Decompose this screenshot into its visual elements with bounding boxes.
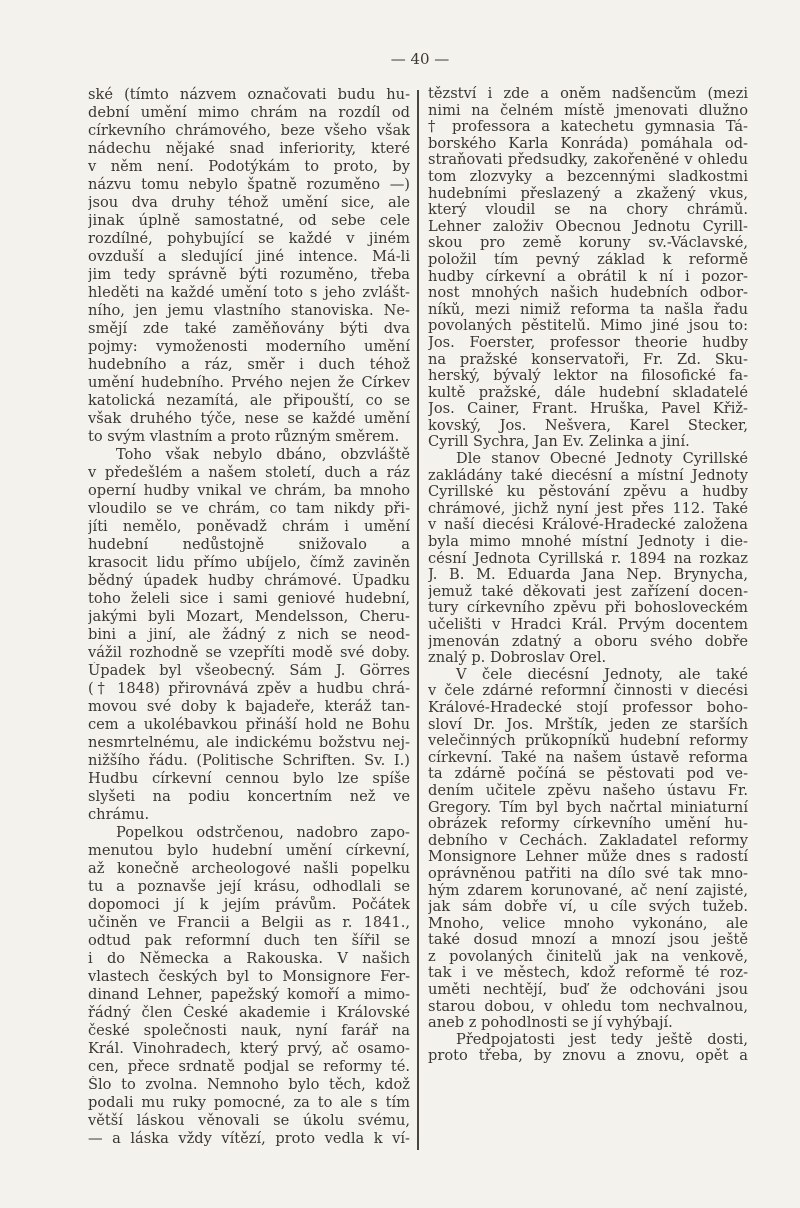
text-line: movou své doby k bajadeře, kteráž tan-: [88, 698, 410, 715]
text-line: sloví Dr. Jos. Mrštík, jeden ze starších: [428, 716, 748, 733]
text-line: uměti nechtějí, buď že odchováni jsou: [428, 982, 748, 999]
text-line: († 1848) přirovnává zpěv a hudbu chrá-: [88, 680, 410, 697]
text-line: nost mnohých našich hudebních odbor-: [428, 285, 748, 302]
text-line: krasocit lidu přímo ubíjelo, čímž zaviněn: [88, 554, 410, 571]
paragraph: [428, 451, 748, 667]
text-line: smějí zde také zaměňovány býti dva: [88, 320, 410, 337]
text-line: hudby církevní a obrátil k ní i pozor-: [428, 268, 748, 285]
text-line: církevní. Také na našem ústavě reforma: [428, 749, 748, 766]
text-line: jakými byli Mozart, Mendelsson, Cheru-: [88, 608, 410, 625]
page-number: — 40 —: [390, 50, 450, 68]
paragraph: [88, 86, 410, 446]
text-line: Předpojatosti jest tedy ještě dosti,: [456, 1031, 748, 1048]
text-line: hudebního a ráz, směr i duch téhož: [88, 356, 410, 373]
text-line: umění hudebního. Prvého nejen že Církev: [88, 374, 410, 391]
text-line: debního v Čechách. Zakladatel reformy: [428, 832, 748, 849]
text-line: Cyrillské ku pěstování zpěvu a hudby: [428, 484, 748, 501]
text-line: až konečně archeologové našli popelku: [88, 860, 410, 877]
paragraph: [88, 446, 410, 824]
text-line: z povolaných činitelů jak na venkově,: [428, 948, 748, 965]
text-line: jíti nemělo, poněvadž chrám i umění: [88, 518, 410, 535]
text-line: podali mu ruky pomocné, za to ale s tím: [88, 1094, 410, 1111]
text-line: i do Německa a Rakouska. V našich: [88, 950, 410, 967]
text-line: obrázek reformy církevního umění hu-: [428, 816, 748, 833]
paragraph: [428, 1032, 748, 1065]
text-line: slyšeti na podiu koncertním než ve: [88, 788, 410, 805]
text-line: tu a poznavše její krásu, odhodlali se: [88, 878, 410, 895]
left-column: [88, 86, 410, 1148]
text-line: straňovati předsudky, zakořeněné v ohledu: [428, 152, 748, 169]
text-line: církevního chrámového, beze všeho však: [88, 122, 410, 139]
text-line: názvu tomu nebylo špatně rozuměno —): [88, 176, 410, 193]
text-line: V čele diecésní Jednoty, ale také: [456, 666, 748, 683]
text-line: nižšího řádu. (Politische Schriften. Sv. I.): [88, 752, 410, 769]
text-line: rozdílné, pohybující se každé v jiném: [88, 230, 410, 247]
text-line: ta zdárně počíná se pěstovati pod ve-: [428, 766, 748, 783]
right-column: [428, 86, 748, 1065]
text-line: dením učitele zpěvu našeho ústavu Fr.: [428, 782, 748, 799]
text-line: řádný člen České akademie i Královské: [88, 1004, 410, 1021]
text-line: tury církevního zpěvu při bohosloveckém: [428, 600, 748, 617]
text-line: dinand Lehner, papežský komoří a mimo-: [88, 986, 410, 1003]
text-line: učelišti v Hradci Král. Prvým docentem: [428, 617, 748, 633]
text-line: katolická nezamítá, ale připouští, co se: [88, 392, 410, 409]
text-line: skou pro země koruny sv.-Václavské,: [428, 235, 748, 252]
text-line: jsou dva druhy téhož umění sice, ale: [88, 194, 410, 211]
text-line: vlastech českých byl to Monsignore Fer-: [88, 968, 410, 985]
text-line: bini a jiní, ale žádný z nich se neod-: [88, 626, 410, 643]
text-line: nimi na čelném místě jmenovati dlužno: [428, 102, 748, 119]
text-line: Jos. Foerster, professor theorie hudby: [428, 334, 748, 351]
text-line: jim tedy správně býti rozuměno, třeba: [88, 266, 410, 283]
text-line: cem a ukolébavkou přináší hold ne Bohu: [88, 716, 410, 733]
text-line: však druhého týče, nese se každé umění: [88, 410, 410, 427]
text-line: nesmrtelnému, ale indickému božstvu nej-: [88, 734, 410, 751]
text-line: Král. Vinohradech, který prvý, ač osamo-: [88, 1040, 410, 1057]
text-line: níků, mezi nimiž reforma ta našla řadu: [428, 301, 748, 318]
text-line: starou dobou, v ohledu tom nechvalnou,: [428, 998, 748, 1015]
text-line: nádechu nějaké snad inferiority, které: [88, 140, 410, 157]
text-line: bědný úpadek hudby chrámové. Úpadku: [88, 572, 410, 589]
text-line: aneb z pohodlnosti se jí vyhýbají.: [428, 1015, 673, 1032]
text-line: Hudbu církevní cennou bylo lze spíše: [88, 770, 410, 787]
text-line: české společnosti nauk, nyní farář na: [88, 1022, 410, 1039]
text-line: jmenován zdatný a oboru svého dobře: [428, 633, 748, 650]
text-line: césní Jednota Cyrillská r. 1894 na rozkaz: [428, 550, 748, 567]
text-line: byla mimo mnohé místní Jednoty i die-: [428, 534, 748, 551]
text-line: Mnoho, velice mnoho vykonáno, ale: [428, 915, 748, 932]
text-line: — a láska vždy vítězí, proto vedla k ví-: [88, 1130, 410, 1147]
text-line: Jos. Cainer, Frant. Hruška, Pavel Křiž-: [428, 401, 748, 418]
text-line: Gregory. Tím byl bych načrtal miniaturní: [428, 799, 748, 816]
text-line: v čele zdárné reformní činnosti v diecési: [428, 683, 748, 700]
text-line: herský, bývalý lektor na filosofické fa-: [428, 368, 748, 385]
column-divider: [417, 90, 419, 1150]
text-line: hudebními přeslazený a zkažený vkus,: [428, 185, 748, 202]
text-line: odtud pak reformní duch ten šířil se: [88, 932, 410, 949]
text-line: kultě pražské, dále hudební skladatelé: [428, 384, 748, 401]
text-line: borského Karla Konráda) pomáhala od-: [428, 135, 748, 152]
text-line: Úpadek byl všeobecný. Sám J. Görres: [88, 662, 410, 679]
text-line: kovský, Jos. Nešvera, Karel Stecker,: [428, 417, 748, 434]
text-line: oprávněnou patřiti na dílo své tak mno-: [428, 865, 748, 882]
text-line: proto třeba, by znovu a znovu, opět a: [428, 1048, 748, 1065]
text-line: jak sám dobře ví, u cíle svých tužeb.: [428, 899, 748, 916]
paragraph: [428, 86, 748, 451]
text-line: v něm není. Podotýkám to proto, by: [88, 158, 410, 175]
text-line: Cyrill Sychra, Jan Ev. Zelinka a jiní.: [428, 434, 690, 451]
text-line: na pražské konservatoři, Fr. Zd. Sku-: [428, 351, 748, 368]
text-line: pojmy: vymoženosti moderního umění: [88, 338, 410, 355]
text-line: jinak úplně samostatné, od sebe cele: [88, 212, 410, 229]
text-line: vážil rozhodně se vzepříti modě své doby.: [88, 644, 410, 661]
text-line: Šlo to zvolna. Nemnoho bylo těch, kdož: [88, 1076, 410, 1093]
text-line: to svým vlastním a proto různým směrem.: [88, 428, 400, 445]
text-line: tak i ve městech, kdož reformě té roz-: [428, 965, 748, 982]
text-line: Popelkou odstrčenou, nadobro zapo-: [116, 824, 410, 841]
text-line: v předešlém a našem století, duch a ráz: [88, 464, 410, 481]
text-line: cen, přece srdnatě podjal se reformy té.: [88, 1058, 410, 1075]
text-line: Lehner založiv Obecnou Jednotu Cyrill-: [428, 218, 748, 235]
text-line: hudební nedůstojně snižovalo a: [88, 536, 410, 553]
paragraph: [88, 824, 410, 1148]
text-line: menutou bylo hudební umění církevní,: [88, 842, 410, 859]
text-line: jemuž také děkovati jest zařízení docen-: [428, 583, 748, 600]
text-line: Dle stanov Obecné Jednoty Cyrillské: [456, 451, 748, 468]
text-line: dopomoci jí k jejím právům. Počátek: [88, 896, 410, 913]
paragraph: [428, 667, 748, 1032]
text-line: ské (tímto názvem označovati budu hu-: [88, 86, 410, 103]
text-line: toho želeli sice i sami geniové hudební,: [88, 590, 410, 607]
text-line: velečinných průkopníků hudební reformy: [428, 733, 748, 750]
text-line: tězství i zde a oněm nadšencům (mezi: [428, 86, 748, 102]
text-line: Toho však nebylo dbáno, obzvláště: [116, 446, 410, 463]
text-line: položil tím pevný základ k reformě: [428, 251, 748, 268]
text-line: J. B. M. Eduarda Jana Nep. Brynycha,: [428, 567, 748, 584]
text-line: povolaných pěstitelů. Mimo jiné jsou to:: [428, 318, 748, 335]
text-line: dební umění mimo chrám na rozdíl od: [88, 104, 410, 121]
text-line: tom zlozvyky a bezcennými sladkostmi: [428, 168, 748, 185]
text-line: který vloudil se na chory chrámů.: [428, 202, 748, 219]
text-line: učiněn ve Francii a Belgii as r. 1841.,: [88, 914, 410, 931]
text-line: † professora a katechetu gymnasia Tá-: [428, 119, 748, 136]
text-line: hým zdarem korunované, ač není zajisté,: [428, 882, 748, 899]
text-line: Monsignore Lehner může dnes s radostí: [428, 849, 748, 866]
text-line: chrámu.: [88, 806, 150, 823]
text-line: vloudilo se ve chrám, co tam nikdy při-: [88, 500, 410, 517]
text-line: také dosud mnozí a mnozí jsou ještě: [428, 932, 748, 949]
text-line: ovzduší a sledující jiné intence. Má-li: [88, 248, 410, 265]
text-line: větší láskou věnovali se úkolu svému,: [88, 1112, 410, 1129]
text-line: ního, jen jemu vlastního stanoviska. Ne-: [88, 302, 410, 319]
text-line: v naší diecési Králové-Hradecké založena: [428, 517, 748, 534]
text-line: zakládány také diecésní a místní Jednoty: [428, 467, 748, 484]
text-line: hleděti na každé umění toto s jeho zvlášt-: [88, 284, 410, 301]
text-line: Králové-Hradecké stojí professor boho-: [428, 699, 748, 716]
text-line: chrámové, jichž nyní jest přes 112. Také: [428, 500, 748, 517]
text-line: znalý p. Dobroslav Orel.: [428, 650, 607, 667]
text-line: operní hudby vnikal ve chrám, ba mnoho: [88, 482, 410, 499]
